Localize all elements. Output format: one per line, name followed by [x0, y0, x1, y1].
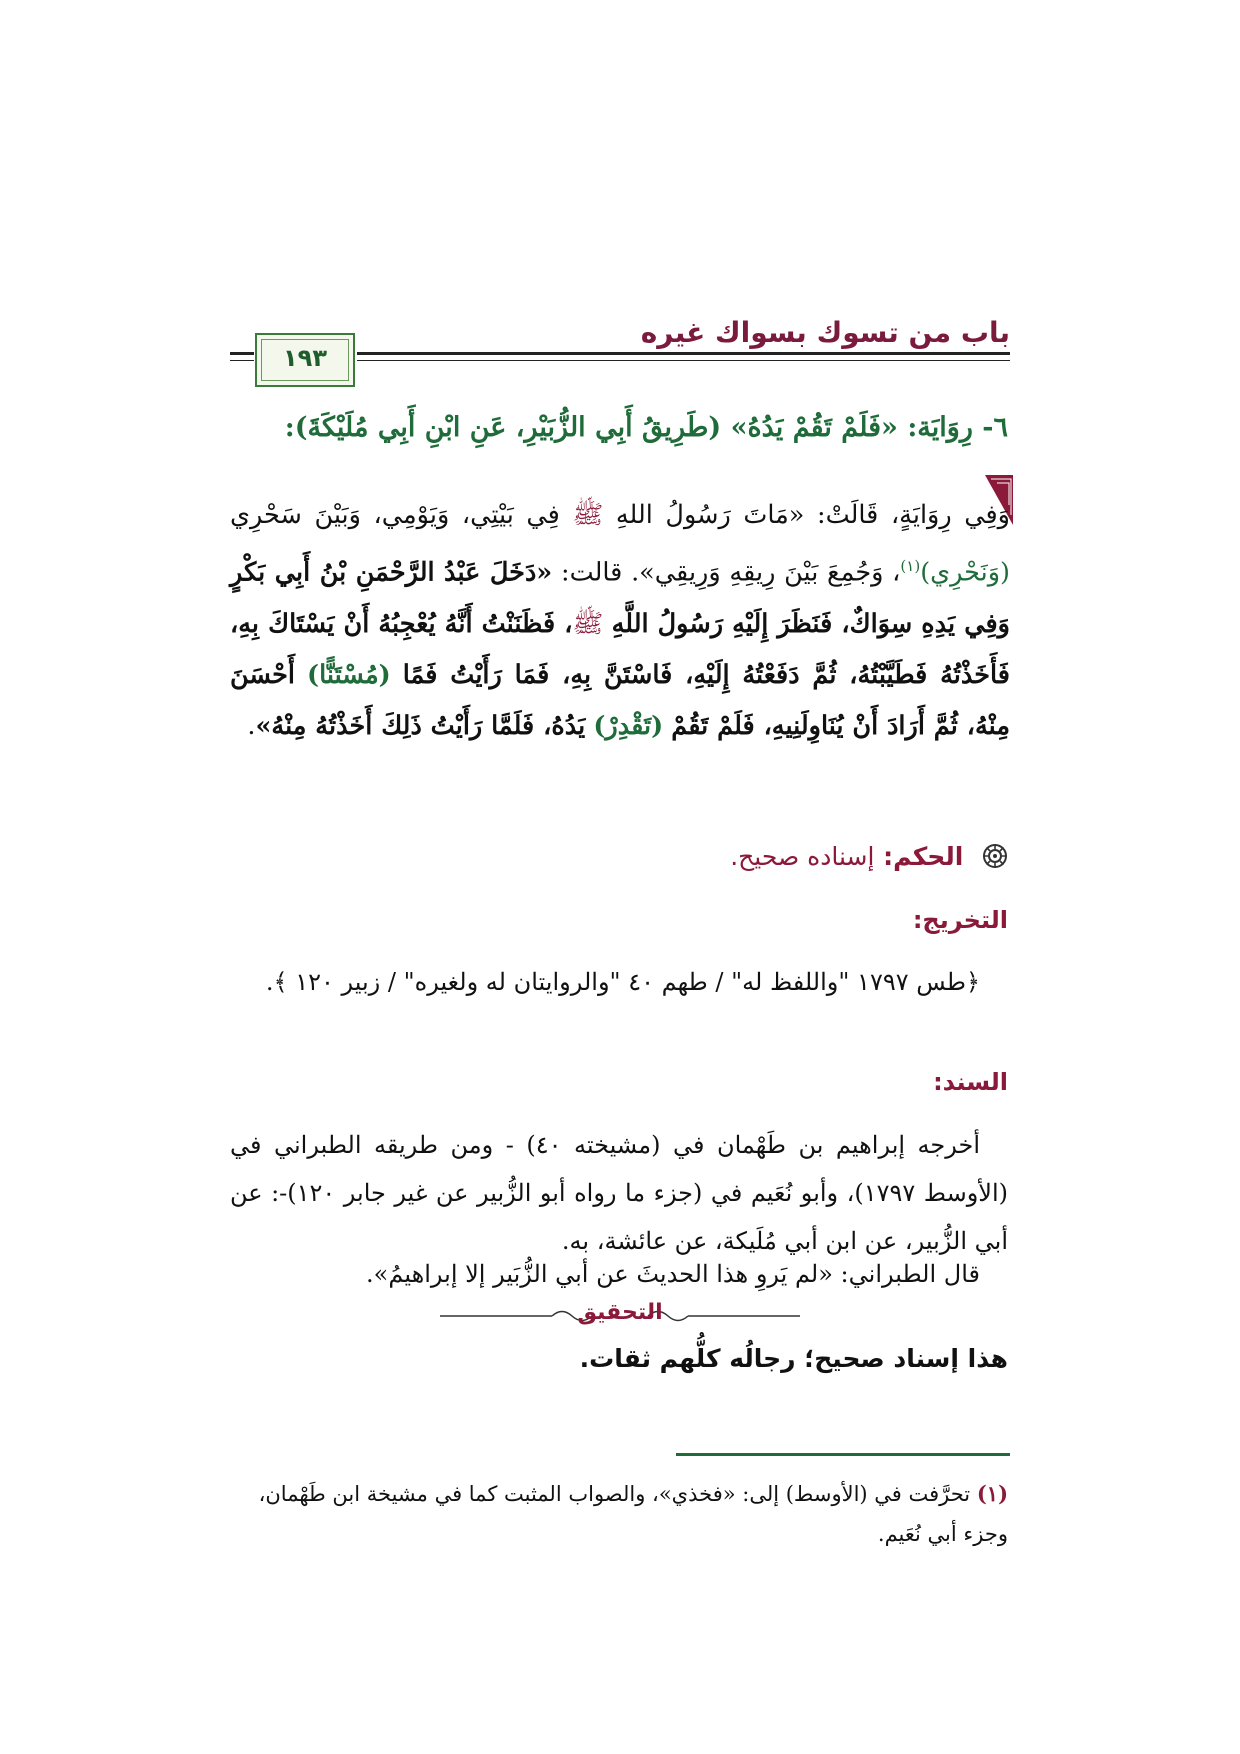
- footnote-text: تحرَّفت في (الأوسط) إلى: «فخذي»، والصواب المثبت كما في مشيخة ابن طَهْمان، وجزء أبي نُعَيم.: [258, 1482, 1008, 1546]
- flower-ornament-icon: [982, 843, 1008, 869]
- takhrij-text: ﴿طس ١٧٩٧ "واللفظ له" / طهم ٤٠ "والروايتان له ولغيره" / زبير ١٢٠ ﴾.: [265, 968, 980, 996]
- footnote-number: (١): [976, 1481, 1008, 1506]
- sanad-paragraph-2: قال الطبراني: «لم يَروِ هذا الحديثَ عن أبي الزُّبَير إلا إبراهيمُ».: [366, 1260, 980, 1288]
- footnote: [228, 1474, 1008, 1554]
- footnote-rule: [676, 1453, 1010, 1456]
- hadith-variant-2: (مُسْتَنًّا): [307, 659, 391, 690]
- salutation-glyph-2: ﷺ: [572, 608, 604, 639]
- tahqiq-heading: التحقيق: [577, 1300, 663, 1325]
- ruling-line: [248, 842, 1008, 871]
- sanad-heading: السند:: [933, 1068, 1008, 1096]
- ruling-label: الحكم:: [883, 842, 964, 871]
- hadith-intro: وَفِي رِوَايَةٍ، قَالَتْ: «مَاتَ رَسُولُ اللهِ: [615, 500, 1010, 530]
- hadith-bold-3: أَحْسَنَ مِنْهُ، ثُمَّ أَرَادَ أَنْ يُنَاوِلَنِيهِ، فَلَمْ تَقُمْ: [230, 659, 1010, 741]
- page-number-frame: [255, 333, 355, 387]
- hadith-variant-3: (تَقْدِرْ): [593, 710, 664, 741]
- salutation-glyph-1: ﷺ: [572, 500, 604, 530]
- tahqiq-divider: [440, 1300, 800, 1330]
- sanad-paragraph-1: أخرجه إبراهيم بن طَهْمان في (مشيخته ٤٠) - ومن طريقه الطبراني في (الأوسط ١٧٩٧)، وأبو نُعَيم في (جزء ما رواه أبو الزُّبير عن غير جابر ١٢٠)-: عن أبي الزُّبير، عن ابن أبي مُلَيكة، عن عائشة، به.: [230, 1131, 1009, 1255]
- hadith-variant-1: (وَنَحْرِي): [920, 557, 1011, 588]
- hadith-part-1c: ، وَجُمِعَ بَيْنَ رِيقِهِ وَرِيقِي». قالت:: [560, 557, 901, 588]
- footnote-ref[interactable]: (١): [900, 557, 921, 575]
- hadith-part-1b: فِي بَيْتِي، وَيَوْمِي، وَبَيْنَ سَحْرِي: [230, 500, 560, 530]
- page-number: ١٩٣: [283, 344, 327, 372]
- header-rule-left-thin: [230, 360, 254, 361]
- header-rule-left: [230, 352, 254, 355]
- header-rule-right: [357, 352, 1010, 355]
- running-title: باب من تسوك بسواك غيره: [640, 316, 1010, 349]
- section-heading: ٦- رِوَايَة: «فَلَمْ تَقُمْ يَدُهُ» (طَرِيقُ أَبِي الزُّبَيْرِ، عَنِ ابْنِ أَبِي مُلَيْكَةَ):: [284, 412, 1008, 443]
- ruling-value: إسناده صحيح.: [730, 842, 875, 871]
- hadith-text: [230, 490, 1010, 752]
- hadith-bold-2: ، فَظَنَنْتُ أَنَّهُ يُعْجِبُهُ أَنْ يَسْتَاكَ بِهِ، فَأَخَذْتُهُ فَطَيَّبْتُهُ، ثُمَّ دَفَعْتُهُ إِلَيْهِ، فَاسْتَنَّ بِهِ، فَمَا رَأَيْتُ فَمًا: [230, 608, 1010, 690]
- hadith-bold-4: يَدُهُ، فَلَمَّا رَأَيْتُ ذَلِكَ أَخَذْتُهُ مِنْهُ»: [255, 710, 586, 741]
- header-rule-right-thin: [357, 360, 1010, 361]
- tahqiq-conclusion: هذا إسناد صحيح؛ رجالُه كلُّهم ثقات.: [579, 1344, 1008, 1373]
- hadith-bold-1: «دَخَلَ عَبْدُ الرَّحْمَنِ بْنُ أَبِي بَكْرٍ وَفِي يَدِهِ سِوَاكٌ، فَنَظَرَ إِلَيْهِ رَسُولُ اللَّهِ: [230, 557, 1010, 639]
- hadith-end: .: [247, 710, 256, 741]
- takhrij-heading: التخريج:: [912, 906, 1008, 934]
